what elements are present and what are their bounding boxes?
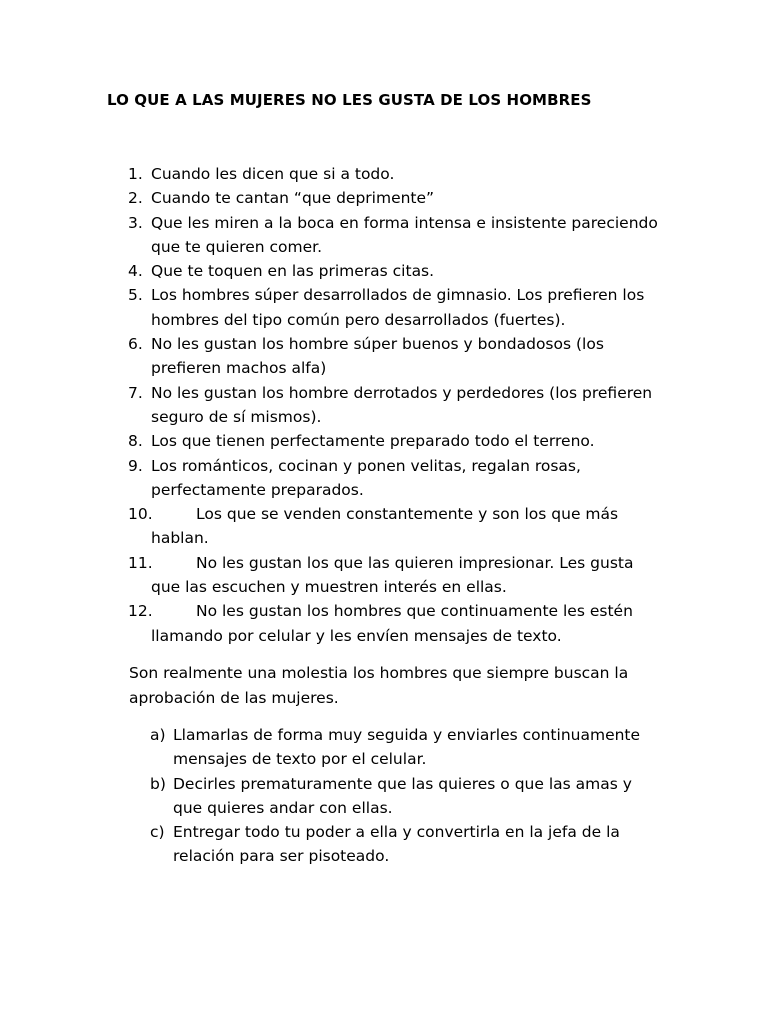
list-item-text: No les gustan los que las quieren impresionar. Les gusta (196, 553, 634, 572)
lettered-list (150, 723, 650, 869)
list-marker: 2. (128, 189, 143, 208)
list-item (128, 283, 668, 332)
list-item (128, 599, 668, 648)
list-item (128, 259, 668, 283)
list-item-text: Llamarlas de forma muy seguida y enviarles continuamente mensajes de texto por el celular. (173, 726, 641, 769)
list-marker: 3. (128, 213, 143, 232)
document-title: LO QUE A LAS MUJERES NO LES GUSTA DE LOS HOMBRES (107, 91, 592, 109)
list-item-text: Los que tienen perfectamente preparado todo el terreno. (151, 432, 595, 451)
list-item (150, 772, 650, 821)
list-item-text: Cuando les dicen que si a todo. (151, 165, 395, 183)
list-item (128, 429, 668, 453)
list-marker: 8. (128, 432, 143, 451)
list-marker: 4. (128, 262, 143, 281)
list-item-text: Que les miren a la boca en forma intensa e insistente pareciendo que te quieren comer. (151, 213, 658, 256)
list-item (128, 502, 668, 551)
list-marker: b) (150, 774, 166, 793)
list-item (128, 186, 668, 210)
list-marker: 11. (128, 553, 153, 572)
list-item-text: Los románticos, cocinan y ponen velitas, regalan rosas, perfectamente preparados. (151, 456, 581, 499)
list-item-text-continued: llamando por celular y les envíen mensajes de texto. (151, 626, 562, 645)
list-item (128, 454, 668, 503)
list-marker: 7. (128, 383, 143, 402)
list-item-text-continued: hablan. (151, 529, 209, 548)
list-marker: 12. (128, 602, 153, 621)
list-item-text: Los que se venden constantemente y son los que más (196, 505, 619, 524)
list-item (150, 723, 650, 772)
list-item (150, 820, 650, 869)
list-item-text: No les gustan los hombre derrotados y perdedores (los prefieren seguro de sí mismos). (151, 383, 653, 426)
list-item (128, 211, 668, 260)
body-paragraph: Son realmente una molestia los hombres que siempre buscan la aprobación de las mujeres. (129, 664, 629, 707)
list-marker: a) (150, 726, 166, 744)
list-item-text: Que te toquen en las primeras citas. (151, 262, 435, 281)
list-marker: c) (150, 823, 165, 842)
list-marker: 6. (128, 335, 143, 354)
list-item (128, 381, 668, 430)
list-item (128, 162, 668, 186)
list-item-text-continued: que las escuchen y muestren interés en ellas. (151, 578, 507, 597)
list-item-text: No les gustan los hombres que continuamente les estén (196, 602, 633, 621)
list-item-text: No les gustan los hombre súper buenos y bondadosos (los prefieren machos alfa) (151, 335, 604, 378)
list-item (128, 551, 668, 600)
list-marker: 5. (128, 286, 143, 305)
numbered-list (128, 162, 668, 648)
list-marker: 1. (128, 165, 143, 183)
list-item-text: Decirles prematuramente que las quieres o que las amas y que quieres andar con ellas. (173, 774, 632, 817)
list-marker: 9. (128, 456, 143, 475)
list-item-text: Entregar todo tu poder a ella y convertirla en la jefa de la relación para ser pisoteado. (173, 823, 620, 866)
list-item-text: Los hombres súper desarrollados de gimnasio. Los prefieren los hombres del tipo común pero desarrollados (fuertes). (151, 286, 645, 329)
list-item (128, 332, 668, 381)
list-item-text: Cuando te cantan “que deprimente” (151, 189, 435, 208)
list-marker: 10. (128, 505, 153, 524)
